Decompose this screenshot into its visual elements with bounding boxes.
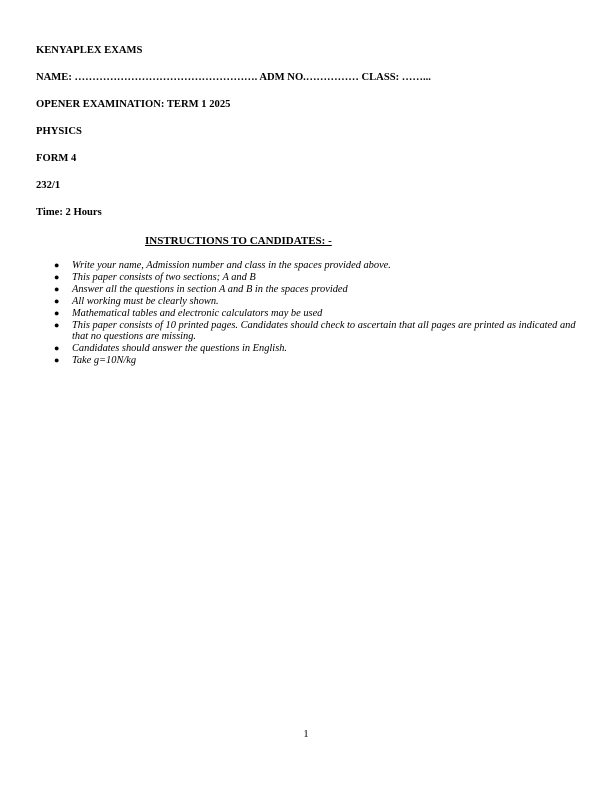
- bullet-icon: ●: [54, 271, 60, 282]
- time-allowed: Time: 2 Hours: [36, 207, 102, 218]
- bullet-icon: ●: [54, 295, 60, 306]
- page-number: 1: [303, 729, 309, 740]
- instruction-item: ● This paper consists of 10 printed pages. Candidates should check to ascertain that all pages are printed as indicated and that no questions are missing.: [54, 319, 576, 343]
- subject: PHYSICS: [36, 126, 82, 137]
- bullet-icon: ●: [54, 343, 60, 354]
- instructions-heading: INSTRUCTIONS TO CANDIDATES: -: [145, 235, 332, 247]
- instruction-item: ● This paper consists of two sections; A and B: [54, 271, 256, 283]
- instruction-item: ● Answer all the questions in section A and B in the spaces provided: [54, 283, 348, 295]
- form-level: FORM 4: [36, 153, 77, 164]
- instruction-item: ● Mathematical tables and electronic calculators may be used: [54, 307, 323, 319]
- paper-code: 232/1: [36, 180, 61, 191]
- org-name: KENYAPLEX EXAMS: [36, 45, 143, 56]
- exam-title: OPENER EXAMINATION: TERM 1 2025: [36, 99, 231, 110]
- bullet-icon: ●: [54, 307, 60, 318]
- bullet-icon: ●: [54, 319, 60, 330]
- instruction-item: ● Write your name, Admission number and class in the spaces provided above.: [54, 260, 391, 271]
- instruction-item: ● All working must be clearly shown.: [54, 295, 219, 307]
- bullet-icon: ●: [54, 260, 60, 270]
- bullet-icon: ●: [54, 355, 60, 366]
- instruction-item: ● Take g=10N/kg: [54, 355, 137, 367]
- instruction-item: ● Candidates should answer the questions in English.: [54, 343, 288, 355]
- bullet-icon: ●: [54, 283, 60, 294]
- name-adm-class-line: NAME: ……………………………………………. ADM NO.…………… CLASS: ……...: [36, 72, 431, 83]
- instructions-list: [44, 260, 584, 367]
